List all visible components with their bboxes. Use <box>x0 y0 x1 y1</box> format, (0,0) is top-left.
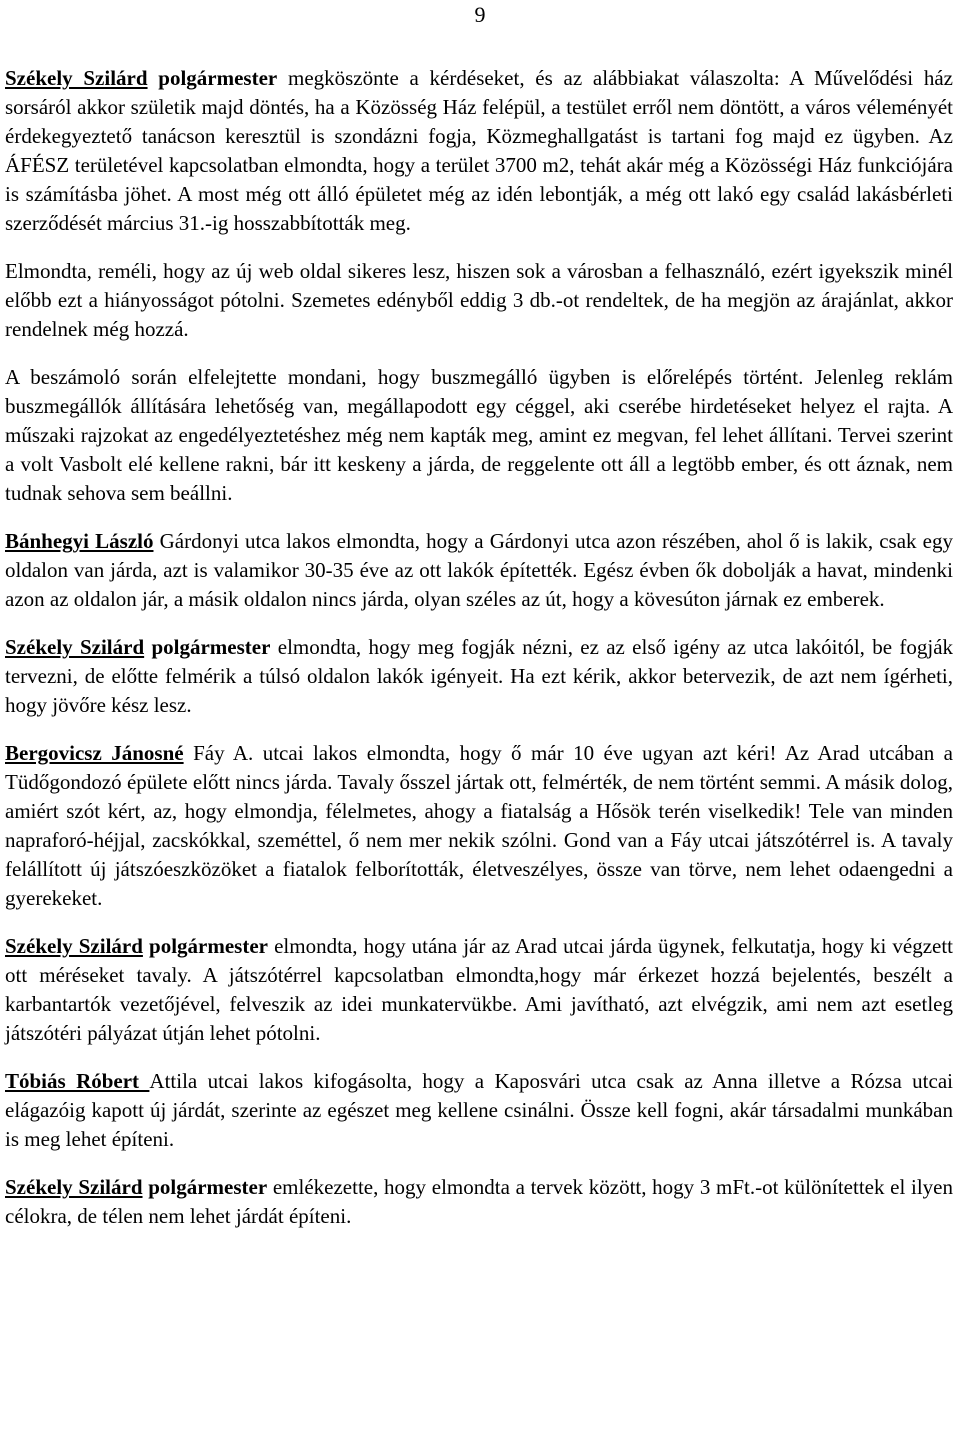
speaker-name: Tóbiás Róbert <box>5 1069 150 1093</box>
paragraph-text: Fáy A. utcai lakos elmondta, hogy ő már 10 éve ugyan azt kéri! Az Arad utcában a Tüdőgondozó épülete előtt nincs járda. Tavaly ősszel jártak ott, felmérték, de nem történt semmi. A másik dolog, amiért szót kért, az, hogy elmondja, félelmetes, ahogy a fiatalság a Hősök terén viselkedik! Tele van minden napraforó-héjjal, zacskókkal, szeméttel, ő nem mer nekik szólni. Gond van a Fáy utcai játszótérrel is. A tavaly felállított új játszóeszközöket a fiatalok felborították, életveszélyes, össze van törve, nem lehet odaengedni a gyerekeket. <box>5 741 953 910</box>
paragraph-6 <box>5 739 953 913</box>
paragraph-4 <box>5 527 953 614</box>
paragraph-text: emlékezette, hogy elmondta a tervek között, hogy 3 mFt.-ot különítettek el ilyen célokra, de télen nem lehet járdát építeni. <box>5 1175 953 1228</box>
speaker-role: polgármester <box>158 66 278 90</box>
document-body <box>5 64 953 1250</box>
speaker-name: Bánhegyi László <box>5 529 154 553</box>
paragraph-5 <box>5 633 953 720</box>
paragraph-text: elmondta, hogy utána jár az Arad utcai járda ügynek, felkutatja, hogy ki végzett ott méréseket tavaly. A játszótérrel kapcsolatban elmondta,hogy már érkezet hozzá bejelentés, beszélt a karbantartók vezetőjével, felveszik az idei munkatervükbe. Ami javítható, azt elvégzik, ami nem azt esetleg játszótéri pályázat útján lehet pótolni. <box>5 934 954 1045</box>
paragraph-1 <box>5 64 953 238</box>
speaker-role: polgármester <box>151 635 271 659</box>
speaker-name: Székely Szilárd <box>5 1175 143 1199</box>
speaker-name: Székely Szilárd <box>5 635 145 659</box>
speaker-role: polgármester <box>148 1175 268 1199</box>
paragraph-text: A beszámoló során elfelejtette mondani, hogy buszmegálló ügyben is előrelépés történt. Jelenleg reklám buszmegállók állítására lehetőség van, megállapodott egy céggel, aki cserébe hirdetéseket helyez el rajta. A műszaki rajzokat az engedélyeztetéshez még nem kapták meg, amint ez megvan, fel lehet állítani. Tervei szerint a volt Vasbolt elé kellene rakni, bár itt keskeny a járda, de reggelente ott áll a legtöbb ember, és ott áznak, nem tudnak sehova sem beállni. <box>5 365 953 505</box>
page-number: 9 <box>474 2 486 27</box>
paragraph-8 <box>5 1067 953 1154</box>
speaker-name: Székely Szilárd <box>5 66 148 90</box>
speaker-name: Bergovicsz Jánosné <box>5 741 184 765</box>
paragraph-text: Elmondta, reméli, hogy az új web oldal sikeres lesz, hiszen sok a városban a felhasználó, ezért igyekszik minél előbb ezt a hiányosságot pótolni. Szemetes edényből eddig 3 db.-ot rendeltek, de ha megjön az árajánlat, akkor rendelnek még hozzá. <box>5 259 953 341</box>
paragraph-3 <box>5 363 953 508</box>
paragraph-text: Gárdonyi utca lakos elmondta, hogy a Gárdonyi utca azon részében, ahol ő is lakik, csak egy oldalon van járda, azt is valamikor 30-35 éve az ott lakók építették. Egész évben ők dobolják a havat, mindenki azon az oldalon jár, a másik oldalon nincs járda, olyan széles az út, hogy a kövesúton járnak ez emberek. <box>5 529 953 611</box>
speaker-role: polgármester <box>149 934 268 958</box>
paragraph-7 <box>5 932 953 1048</box>
paragraph-2 <box>5 257 953 344</box>
paragraph-9 <box>5 1173 953 1231</box>
paragraph-text: Attila utcai lakos kifogásolta, hogy a Kaposvári utca csak az Anna illetve a Rózsa utcai elágazóig kapott új járdát, szerinte az egészet meg kellene csinálni. Össze kell fogni, akár társadalmi munkában is meg lehet építeni. <box>5 1069 953 1151</box>
paragraph-text: elmondta, hogy meg fogják nézni, ez az első igény az utca lakóitól, be fogják tervezni, de előtte felmérik a túlsó oldalon lakók igényeit. Ha ezt kérik, akkor betervezik, de azt nem ígérheti, hogy jövőre kész lesz. <box>5 635 954 717</box>
speaker-name: Székely Szilárd <box>5 934 143 958</box>
paragraph-text: megköszönte a kérdéseket, és az alábbiakat válaszolta: A Művelődési ház sorsáról akkor születik majd döntés, ha a Közösség Ház felépül, a testület erről nem döntött, a város véleményét érdekegyeztető tanácson keresztül is szondázni fogja, Közmeghallgatást is tartani fog majd ez ügyben. Az ÁFÉSZ területével kapcsolatban elmondta, hogy a terület 3700 m2, tehát akár még a Közösségi Ház funkciójára is számításba jöhet. A most még ott álló épületet még az idén lebontják, a még ott lakó egy család lakásbérleti szerződését március 31.-ig hosszabbították meg. <box>5 66 954 235</box>
